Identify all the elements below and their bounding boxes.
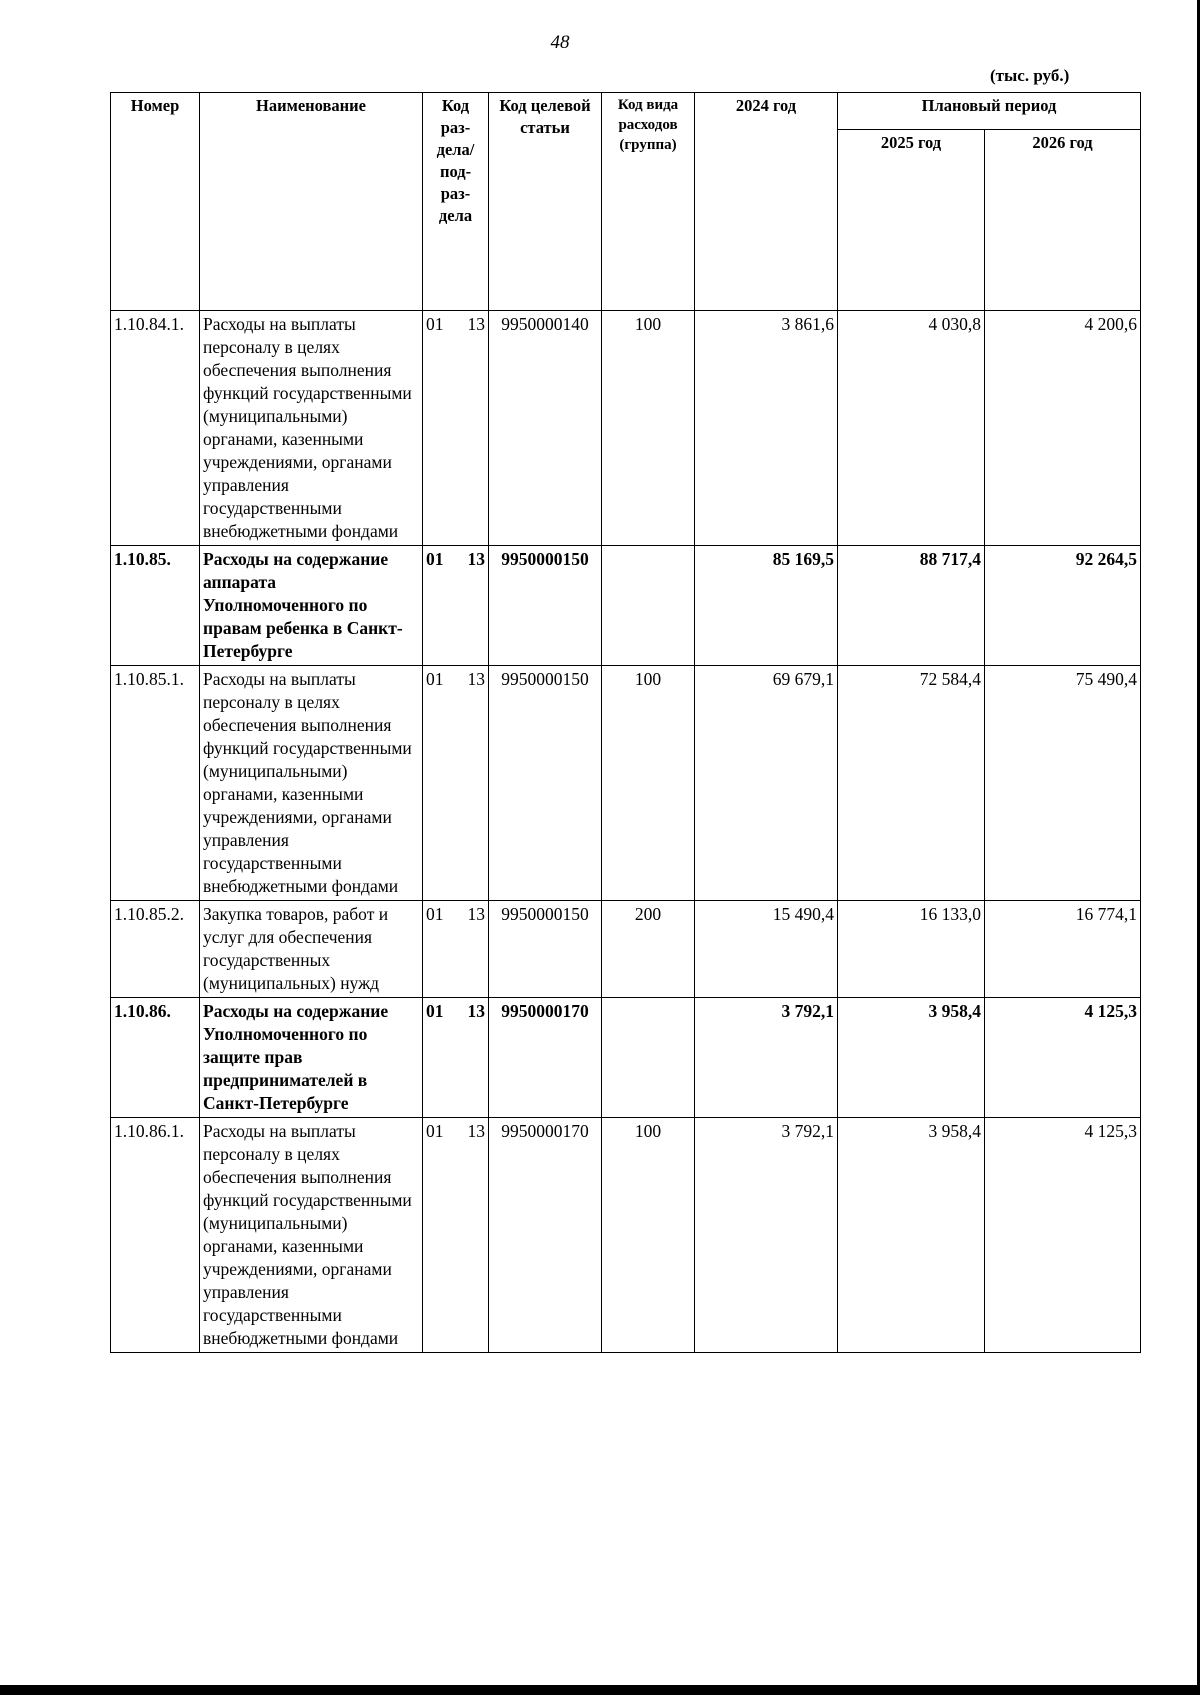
cell-2025: 72 584,4: [838, 666, 985, 901]
header-name: Наименование: [200, 93, 423, 311]
cell-number: 1.10.85.2.: [111, 901, 200, 998]
cell-subsection: 13: [467, 1121, 485, 1141]
cell-2025: 3 958,4: [838, 1118, 985, 1353]
cell-2026: 92 264,5: [985, 546, 1141, 666]
cell-2025: 88 717,4: [838, 546, 985, 666]
cell-2026: 4 125,3: [985, 998, 1141, 1118]
table-row: [111, 546, 1141, 666]
cell-subsection: 13: [467, 904, 485, 924]
cell-section: 01: [426, 669, 444, 689]
header-target-code: Код целевой статьи: [489, 93, 602, 311]
cell-2025: 4 030,8: [838, 311, 985, 546]
cell-section-code: [423, 1118, 489, 1353]
cell-2025: 3 958,4: [838, 998, 985, 1118]
cell-section: 01: [426, 314, 444, 334]
table-row: [111, 901, 1141, 998]
cell-section-code: [423, 901, 489, 998]
cell-subsection: 13: [467, 549, 485, 569]
table-row: [111, 998, 1141, 1118]
cell-number: 1.10.84.1.: [111, 311, 200, 546]
cell-number: 1.10.85.: [111, 546, 200, 666]
cell-subsection: 13: [467, 669, 485, 689]
header-year-2026: 2026 год: [985, 130, 1141, 311]
cell-section-code: [423, 998, 489, 1118]
cell-name: Расходы на содержание Уполномоченного по защите прав предпринимателей в Санкт-Петербурге: [200, 998, 423, 1118]
header-year-2025: 2025 год: [838, 130, 985, 311]
cell-subsection: 13: [467, 1001, 485, 1021]
cell-section-code: [423, 666, 489, 901]
cell-name: Расходы на содержание аппарата Уполномоченного по правам ребенка в Санкт-Петербурге: [200, 546, 423, 666]
cell-2026: 4 200,6: [985, 311, 1141, 546]
cell-name: Расходы на выплаты персоналу в целях обеспечения выполнения функций государственными (муниципальными) органами, казенными учреждениями, органами управления государственными внебюджетными фондами: [200, 666, 423, 901]
cell-expense-type: 200: [602, 901, 695, 998]
cell-target-code: 9950000170: [489, 998, 602, 1118]
header-row: [111, 93, 1141, 130]
cell-subsection: 13: [467, 314, 485, 334]
cell-name: Расходы на выплаты персоналу в целях обеспечения выполнения функций государственными (муниципальными) органами, казенными учреждениями, органами управления государственными внебюджетными фондами: [200, 311, 423, 546]
cell-section: 01: [426, 1121, 444, 1141]
table-row: [111, 1118, 1141, 1353]
cell-2024: 3 792,1: [695, 998, 838, 1118]
cell-section: 01: [426, 904, 444, 924]
cell-2026: 16 774,1: [985, 901, 1141, 998]
cell-2026: 4 125,3: [985, 1118, 1141, 1353]
cell-2025: 16 133,0: [838, 901, 985, 998]
cell-section: 01: [426, 549, 444, 569]
page-number: 48: [550, 32, 570, 53]
cell-target-code: 9950000140: [489, 311, 602, 546]
header-section-code: Код раз-дела/ под-раз-дела: [423, 93, 489, 311]
cell-number: 1.10.86.1.: [111, 1118, 200, 1353]
budget-table: [110, 92, 1141, 1353]
header-number: Номер: [111, 93, 200, 311]
cell-target-code: 9950000150: [489, 666, 602, 901]
cell-expense-type: [602, 998, 695, 1118]
cell-number: 1.10.85.1.: [111, 666, 200, 901]
cell-name: Расходы на выплаты персоналу в целях обеспечения выполнения функций государственными (муниципальными) органами, казенными учреждениями, органами управления государственными внебюджетными фондами: [200, 1118, 423, 1353]
cell-number: 1.10.86.: [111, 998, 200, 1118]
cell-expense-type: 100: [602, 666, 695, 901]
header-expense-type-code: Код вида расходов (группа): [602, 93, 695, 311]
units-label: (тыс. руб.): [990, 66, 1070, 85]
cell-2024: 3 792,1: [695, 1118, 838, 1353]
cell-target-code: 9950000150: [489, 901, 602, 998]
cell-2026: 75 490,4: [985, 666, 1141, 901]
cell-expense-type: [602, 546, 695, 666]
cell-2024: 85 169,5: [695, 546, 838, 666]
cell-section: 01: [426, 1001, 444, 1021]
cell-name: Закупка товаров, работ и услуг для обеспечения государственных (муниципальных) нужд: [200, 901, 423, 998]
cell-section-code: [423, 311, 489, 546]
cell-target-code: 9950000170: [489, 1118, 602, 1353]
cell-expense-type: 100: [602, 1118, 695, 1353]
table-row: [111, 666, 1141, 901]
header-planned-period: Плановый период: [838, 93, 1141, 130]
cell-2024: 69 679,1: [695, 666, 838, 901]
header-year-2024: 2024 год: [695, 93, 838, 311]
table-row: [111, 311, 1141, 546]
cell-2024: 15 490,4: [695, 901, 838, 998]
cell-section-code: [423, 546, 489, 666]
cell-expense-type: 100: [602, 311, 695, 546]
scan-edge-bottom: [0, 1685, 1200, 1695]
cell-2024: 3 861,6: [695, 311, 838, 546]
cell-target-code: 9950000150: [489, 546, 602, 666]
